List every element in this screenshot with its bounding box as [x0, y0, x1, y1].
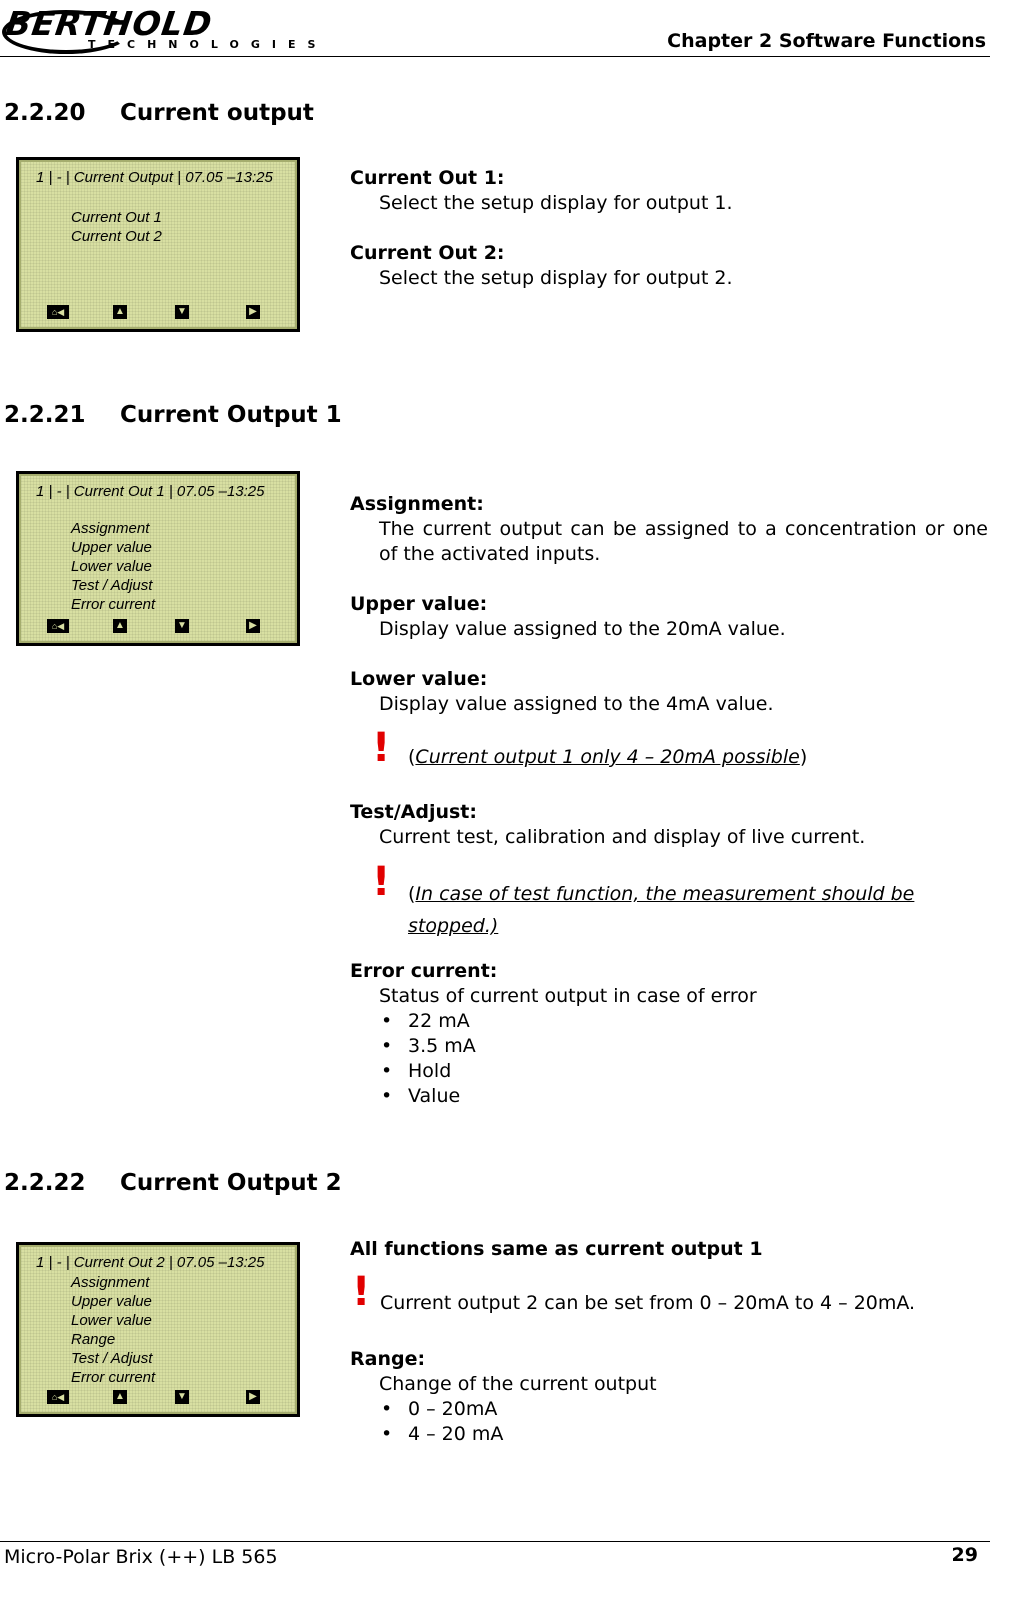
definition: Display value assigned to the 4mA value.: [379, 693, 774, 715]
lcd-screen-current-output: [16, 157, 300, 332]
definition: Status of current output in case of error: [379, 985, 757, 1007]
definition: Current test, calibration and display of live current.: [379, 826, 866, 848]
right-arrow-key-icon: ▶: [246, 305, 260, 319]
lcd-menu-item: Error current: [71, 596, 156, 613]
list-item: • Value: [350, 1084, 988, 1109]
range-block: [350, 1347, 988, 1447]
home-key-icon: ⌂◀: [47, 619, 69, 633]
list-item: • 22 mA: [350, 1009, 988, 1034]
lcd-menu: [71, 519, 155, 614]
test-adjust-block: [350, 800, 988, 850]
warning-exclamation-icon: !: [352, 1269, 371, 1315]
lcd-menu-item: Assignment: [71, 1274, 150, 1291]
list-item: • 0 – 20mA: [350, 1397, 988, 1422]
header-rule: [0, 56, 990, 57]
list-item: • 3.5 mA: [350, 1034, 988, 1059]
term: Current Out 2:: [350, 242, 505, 264]
down-arrow-key-icon: ▼: [175, 619, 189, 633]
list-item: • 4 – 20 mA: [350, 1422, 988, 1447]
section-heading-2-2-21: 2.2.21 Current Output 1: [4, 402, 342, 428]
error-current-options: [350, 1009, 988, 1109]
footer-product: Micro-Polar Brix (++) LB 565: [4, 1546, 278, 1568]
term: Lower value:: [350, 668, 488, 690]
warning-exclamation-icon: !: [372, 725, 391, 771]
term: Test/Adjust:: [350, 801, 477, 823]
footer-rule: [0, 1541, 990, 1542]
term: Current Out 1:: [350, 167, 505, 189]
home-key-icon: ⌂◀: [47, 305, 69, 319]
lcd-screen-current-out-1: [16, 471, 300, 646]
logo-subtitle: TECHNOLOGIES: [88, 38, 328, 51]
home-key-icon: ⌂◀: [47, 1390, 69, 1404]
term: Range:: [350, 1348, 426, 1370]
current-output-2-warning: Current output 2 can be set from 0 – 20mA to 4 – 20mA.: [380, 1292, 916, 1314]
definition: The current output can be assigned to a concentration or one of the activated inputs.: [379, 518, 988, 565]
section-heading-2-2-22: 2.2.22 Current Output 2: [4, 1170, 342, 1196]
definition: Select the setup display for output 1.: [379, 192, 733, 214]
error-current-block: [350, 959, 988, 1109]
up-arrow-key-icon: ▲: [113, 619, 127, 633]
lcd-title: 1 | - | Current Out 1 | 07.05 –13:25: [36, 483, 265, 500]
lcd-menu: [71, 208, 162, 246]
lcd-keys: [21, 1390, 295, 1406]
lcd-menu-item: Current Out 1: [71, 209, 162, 226]
down-arrow-key-icon: ▼: [175, 1390, 189, 1404]
definition: Change of the current output: [379, 1373, 657, 1395]
down-arrow-key-icon: ▼: [175, 305, 189, 319]
list-item: • Hold: [350, 1059, 988, 1084]
warning-exclamation-icon: !: [372, 859, 391, 905]
right-arrow-key-icon: ▶: [246, 1390, 260, 1404]
page-number: 29: [951, 1544, 978, 1566]
lcd-menu-item: Range: [71, 1331, 116, 1348]
same-functions-text: All functions same as current output 1: [350, 1238, 763, 1260]
lcd-menu-item: Error current: [71, 1369, 156, 1386]
term: Upper value:: [350, 593, 488, 615]
lcd-menu-item: Lower value: [71, 558, 152, 575]
lcd-menu-item: Lower value: [71, 1312, 152, 1329]
term: Assignment:: [350, 493, 484, 515]
lcd-keys: [21, 619, 295, 635]
lcd-title: 1 | - | Current Output | 07.05 –13:25: [36, 169, 273, 186]
section-2-2-20-description: [350, 166, 990, 291]
lcd-menu-item: Upper value: [71, 1293, 152, 1310]
section-heading-2-2-20: 2.2.20 Current output: [4, 100, 314, 126]
lcd-menu-item: Current Out 2: [71, 228, 162, 245]
lcd-menu-item: Test / Adjust: [71, 577, 153, 594]
right-arrow-key-icon: ▶: [246, 619, 260, 633]
up-arrow-key-icon: ▲: [113, 305, 127, 319]
term: Error current:: [350, 960, 498, 982]
lcd-keys: [21, 305, 295, 321]
lcd-title: 1 | - | Current Out 2 | 07.05 –13:25: [36, 1254, 265, 1271]
lcd-menu-item: Upper value: [71, 539, 152, 556]
lcd-screen-current-out-2: [16, 1242, 300, 1417]
lcd-menu: [71, 1273, 155, 1387]
logo: BERTHOLD: [3, 4, 215, 43]
definition: Select the setup display for output 2.: [379, 267, 733, 289]
lcd-menu-item: Test / Adjust: [71, 1350, 153, 1367]
chapter-title: Chapter 2 Software Functions: [667, 30, 986, 52]
lower-value-note: (Current output 1 only 4 – 20mA possible): [408, 746, 808, 768]
section-2-2-21-description: [350, 492, 988, 717]
range-options: [350, 1397, 988, 1447]
lcd-menu-item: Assignment: [71, 520, 150, 537]
definition: Display value assigned to the 20mA value.: [379, 618, 786, 640]
up-arrow-key-icon: ▲: [113, 1390, 127, 1404]
test-adjust-note: (In case of test function, the measurement should be stopped.): [408, 883, 915, 937]
